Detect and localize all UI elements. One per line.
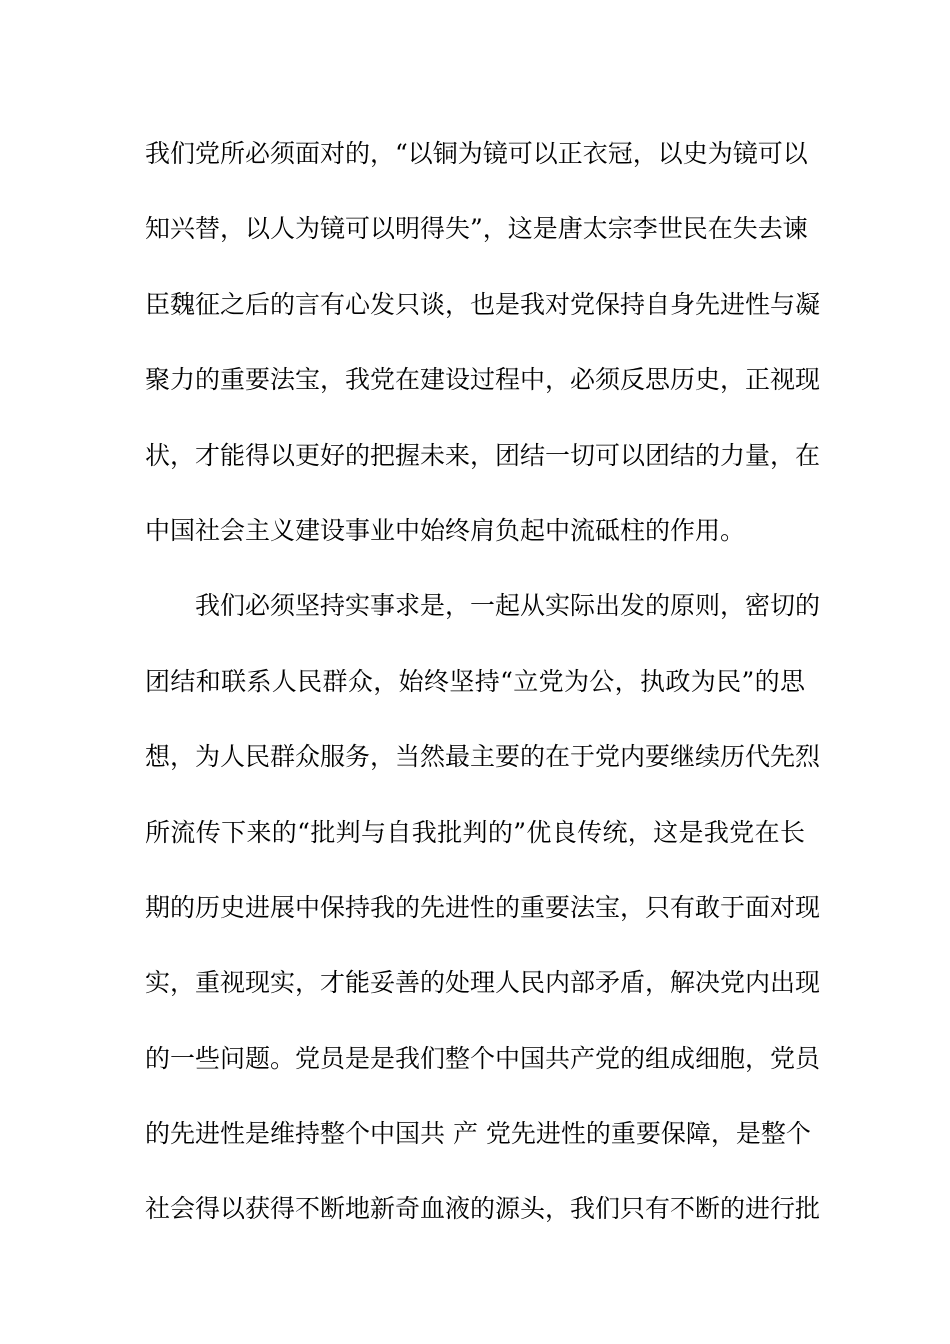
paragraph-start-line: 我们必须坚持实事求是，一起从实际出发的原则，密切的 — [195, 591, 821, 621]
text-line: 实，重视现实，才能妥善的处理人民内部矛盾，解决党内出现 — [145, 968, 821, 998]
text-line: 臣魏征之后的言有心发只谈，也是我对党保持自身先进性与凝 — [145, 289, 821, 319]
text-line: 期的历史进展中保持我的先进性的重要法宝，只有敢于面对现 — [145, 892, 821, 922]
text-line: 的一些问题。党员是是我们整个中国共产党的组成细胞，党员 — [145, 1043, 821, 1073]
document-body — [145, 130, 821, 1261]
text-line: 状，才能得以更好的把握未来，团结一切可以团结的力量，在 — [145, 440, 821, 470]
text-line: 的先进性是维持整个中国共 产 党先进性的重要保障，是整个 — [145, 1119, 811, 1149]
text-line: 团结和联系人民群众，始终坚持“立党为公，执政为民”的思 — [145, 666, 805, 696]
text-line: 所流传下来的“批判与自我批判的”优良传统，这是我党在长 — [145, 817, 805, 847]
text-line: 想，为人民群众服务，当然最主要的在于党内要继续历代先烈 — [145, 742, 821, 772]
text-line: 我们党所必须面对的，“以铜为镜可以正衣冠，以史为镜可以 — [145, 139, 808, 168]
paragraph-end-line: 中国社会主义建设事业中始终肩负起中流砥柱的作用。 — [145, 515, 746, 545]
text-line: 知兴替，以人为镜可以明得失”，这是唐太宗李世民在失去谏 — [145, 214, 808, 244]
text-line: 社会得以获得不断地新奇血液的源头，我们只有不断的进行批 — [145, 1194, 821, 1224]
text-line: 聚力的重要法宝，我党在建设过程中，必须反思历史，正视现 — [145, 365, 821, 395]
